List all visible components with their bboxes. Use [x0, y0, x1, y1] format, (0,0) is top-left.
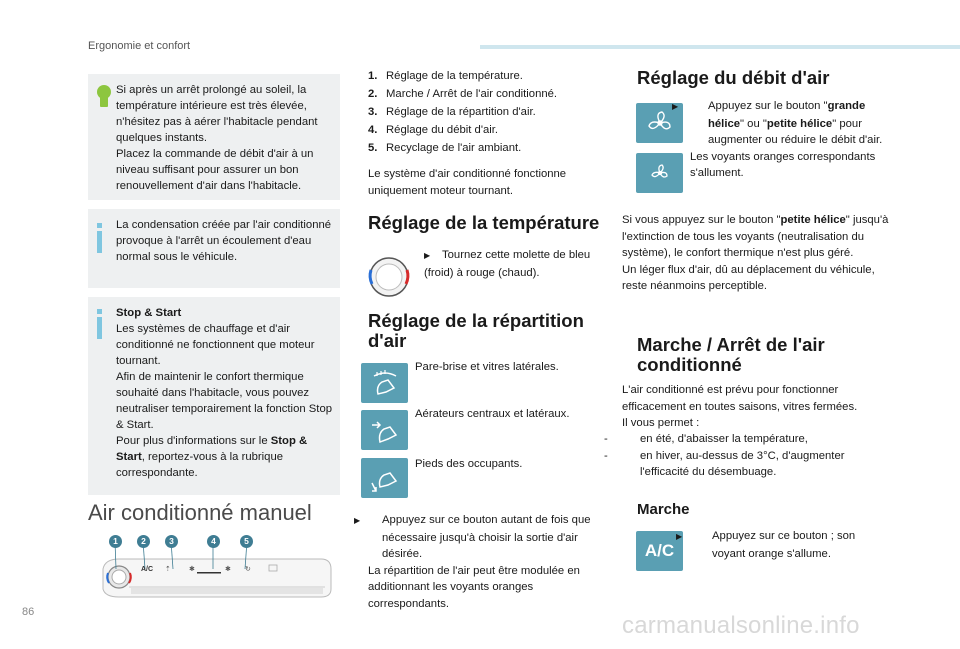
lightbulb-icon	[96, 84, 109, 115]
bullet-icon: ▶	[672, 102, 679, 111]
list-item	[604, 448, 892, 481]
panel-ac-label: A/C	[141, 566, 154, 573]
subsection-title-marche: Marche	[637, 501, 690, 518]
distribution-bullet	[354, 512, 608, 563]
info-note-stop-start	[88, 297, 340, 495]
airflow-text: " ou "	[740, 117, 767, 130]
list-text: Réglage de la température.	[386, 70, 523, 82]
face-vent-icon	[361, 410, 408, 450]
list-number: 4.	[368, 124, 378, 136]
callout-3	[165, 535, 178, 548]
callout-number: 4	[207, 535, 220, 548]
list-item	[604, 431, 892, 448]
dash-bullet: -	[604, 433, 608, 445]
list-text: en été, d'abaisser la température,	[640, 433, 808, 445]
list-number: 3.	[368, 106, 378, 118]
svg-text:⇡: ⇡	[165, 565, 171, 573]
temperature-instruction	[424, 247, 604, 281]
list-item	[368, 139, 608, 157]
info-note-title: Stop & Start	[116, 307, 182, 319]
airflow-instruction	[672, 98, 895, 182]
watermark: carmanualsonline.info	[622, 612, 860, 639]
callout-number: 2	[137, 535, 150, 548]
callout-5	[240, 535, 253, 548]
dash-bullet: -	[604, 449, 608, 462]
list-number: 2.	[368, 88, 378, 100]
section-title-distribution: Réglage de la répartition d'air	[368, 310, 584, 351]
feet-vent-icon	[361, 458, 408, 498]
info-icon	[96, 223, 109, 258]
bullet-icon: ▶	[424, 251, 431, 260]
distribution-instruction	[354, 512, 608, 612]
tip-note	[88, 74, 340, 200]
airflow-lights-note: Les voyants oranges correspondants s'allument.	[690, 150, 876, 179]
running-header: Ergonomie et confort	[88, 40, 191, 52]
section-title-temperature: Réglage de la température	[368, 212, 600, 233]
distribution-note: La répartition de l'air peut être modulée en additionnant les voyants oranges correspondants.	[368, 564, 580, 610]
callout-number: 1	[109, 535, 122, 548]
airflow-text: " pour augmenter ou réduire le débit d'air.	[708, 117, 883, 146]
bullet-icon: ▶	[354, 516, 361, 525]
airflow-small-fan-label: petite hélice	[766, 117, 833, 130]
list-number: 5.	[368, 142, 378, 154]
list-text: Recyclage de l'air ambiant.	[386, 142, 522, 154]
distribution-item-windshield: Pare-brise et vitres latérales.	[415, 361, 559, 373]
list-item	[368, 121, 608, 139]
list-text: Marche / Arrêt de l'air conditionné.	[386, 88, 558, 100]
distribution-item-feet: Pieds des occupants.	[415, 458, 523, 470]
list-text: en hiver, au-dessus de 3°C, d'augmenter l'efficacité du désembuage.	[640, 449, 845, 478]
airflow-paragraph	[622, 212, 892, 295]
info-icon	[96, 309, 109, 344]
temperature-text: Tournez cette molette de bleu (froid) à rouge (chaud).	[424, 249, 591, 279]
windshield-vent-icon	[361, 363, 408, 403]
airflow-para-text: Si vous appuyez sur le bouton "	[622, 214, 781, 226]
airflow-text: Appuyez sur le bouton "	[708, 100, 828, 112]
marche-instruction	[676, 528, 884, 562]
airflow-para-text: " jusqu'à l'extinction de tous les voyants (neutralisation du système), le confort thermique n'est plus géré. Un léger flux d'air, dû au déplacement du véhicule, reste néanmoins perceptible.	[622, 214, 889, 292]
ac-button-label: A/C	[644, 541, 675, 560]
airflow-para-bold: petite hélice	[780, 214, 846, 226]
callout-number: 5	[240, 535, 253, 548]
section-title-ac-onoff: Marche / Arrêt de l'air conditionné	[637, 334, 825, 375]
distribution-item-face: Aérateurs centraux et latéraux.	[415, 408, 570, 420]
tip-note-text: Si après un arrêt prolongé au soleil, la température intérieure est très élevée, n'hésitez pas à aérer l'habitacle pendant quelques instants. Placez la commande de débit d'air à un niveau suffisant pour assurer un bon renouvellement d'air dans l'habitacle.	[116, 84, 318, 192]
ac-onoff-paragraph: L'air conditionné est prévu pour fonctionner efficacement en toutes saisons, vitres fermées. Il vous permet :	[622, 384, 858, 429]
small-fan-icon	[636, 153, 683, 193]
page-title: Air conditionné manuel	[88, 500, 312, 525]
callout-4	[207, 535, 220, 548]
marche-text: Appuyez sur ce bouton ; son voyant orange s'allume.	[712, 530, 856, 560]
info-note-reference	[116, 433, 332, 481]
list-text: Réglage de la répartition d'air.	[386, 106, 536, 118]
info-note-text: Les systèmes de chauffage et d'air conditionné ne fonctionnent que moteur tournant. Afin de maintenir le confort thermique souhaité dans l'habitacle, vous pouvez neutraliser temporairement la fonction Stop & Start.	[116, 323, 333, 431]
temperature-dial-icon	[366, 254, 412, 300]
bullet-icon: ▶	[676, 532, 683, 541]
control-legend-list	[368, 67, 608, 157]
list-item	[368, 103, 608, 121]
callout-number: 3	[165, 535, 178, 548]
distribution-bullet-text: Appuyez sur ce bouton autant de fois que nécessaire jusqu'à choisir la sortie d'air désirée.	[382, 514, 591, 560]
svg-text:↻: ↻	[245, 565, 251, 573]
intro-paragraph: Le système d'air conditionné fonctionne uniquement moteur tournant.	[368, 168, 567, 197]
list-text: Réglage du débit d'air.	[386, 124, 499, 136]
reference-suffix: , reportez-vous à la rubrique correspondante.	[116, 451, 284, 479]
reference-bold: Stop & Start	[116, 435, 308, 463]
control-panel-illustration	[95, 535, 335, 603]
reference-prefix: Pour plus d'informations sur le	[116, 435, 271, 447]
section-title-airflow: Réglage du débit d'air	[637, 67, 830, 88]
callout-2	[137, 535, 150, 548]
ac-onoff-list	[604, 431, 892, 481]
list-item	[368, 85, 608, 103]
info-note-condensation	[88, 209, 340, 288]
svg-text:✱: ✱	[189, 565, 195, 573]
list-item	[368, 67, 608, 85]
header-rule	[480, 45, 960, 49]
info-note-text: La condensation créée par l'air conditionné provoque à l'arrêt un écoulement d'eau normal sous le véhicule.	[116, 219, 332, 263]
page-number: 86	[22, 606, 35, 618]
airflow-bullet	[672, 98, 895, 149]
svg-text:✱: ✱	[225, 565, 231, 573]
callout-1	[109, 535, 122, 548]
airflow-big-fan-label: grande hélice	[708, 100, 866, 130]
list-number: 1.	[368, 70, 378, 82]
